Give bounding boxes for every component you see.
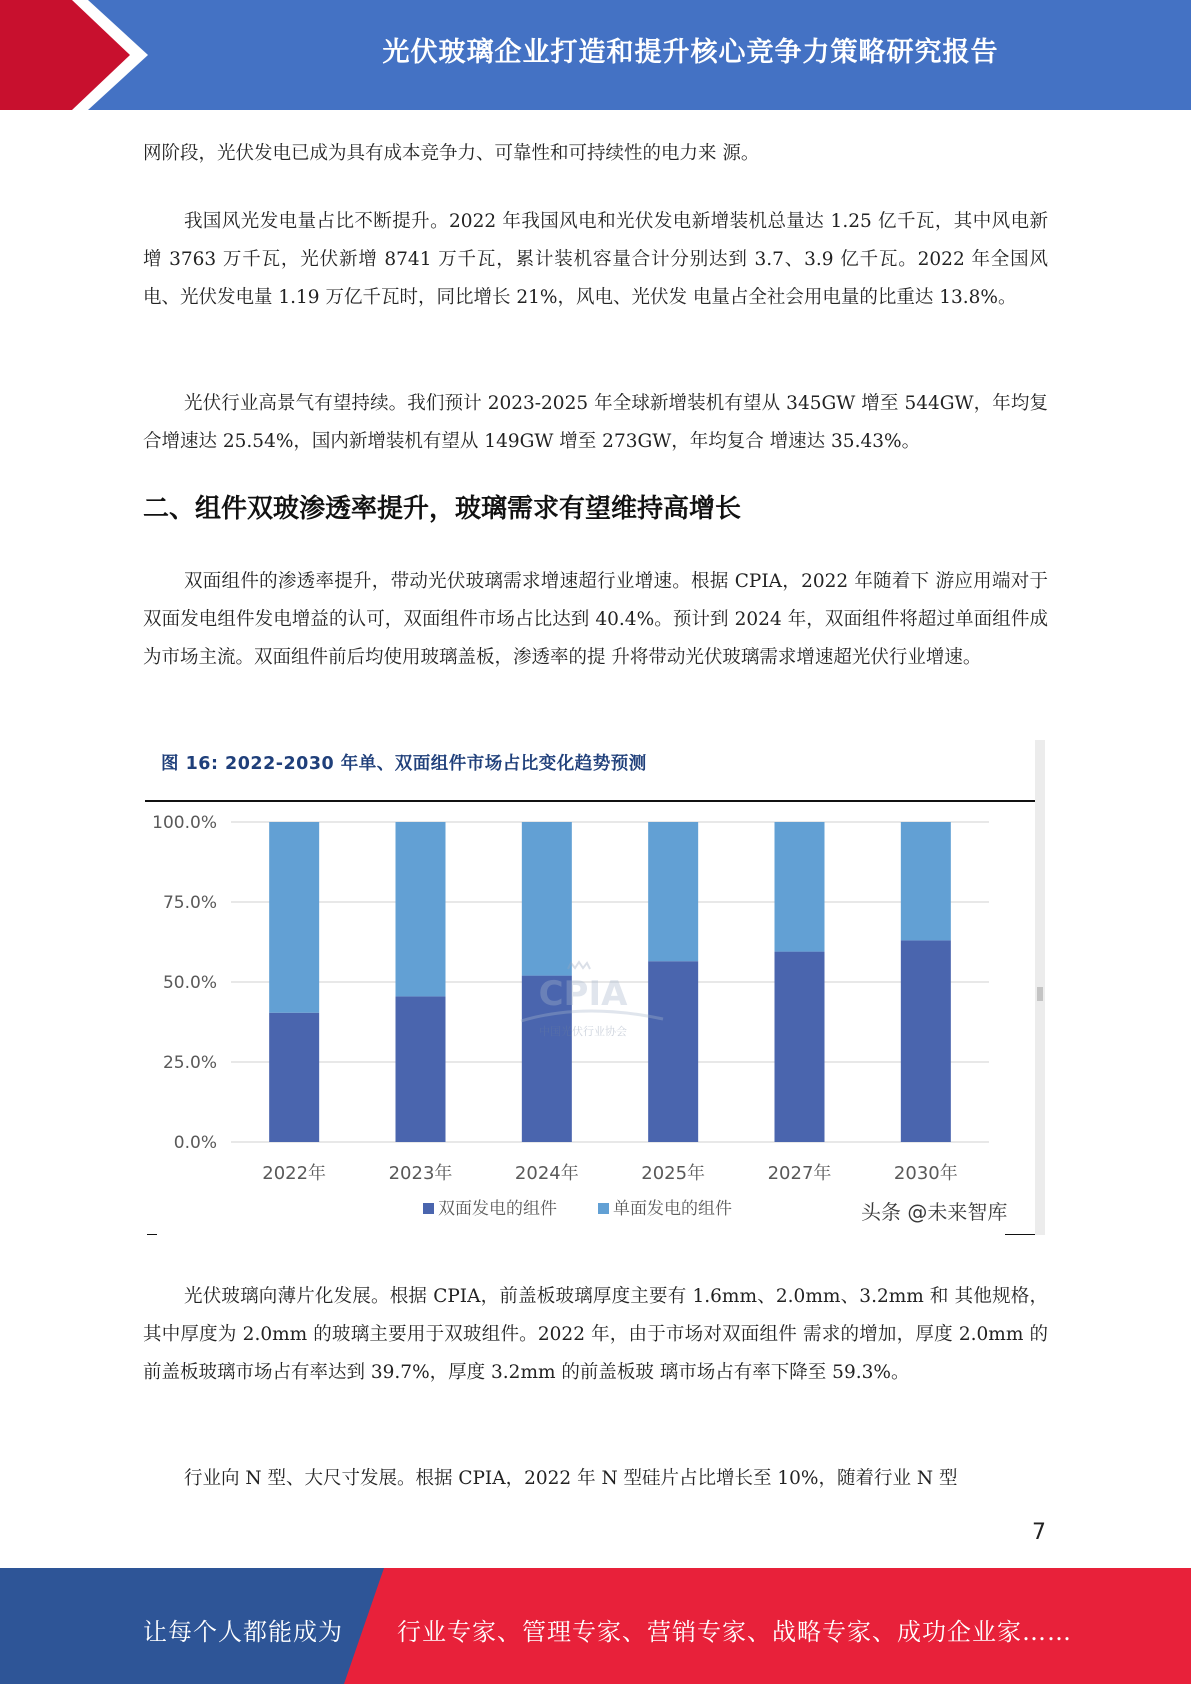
bar-segment-bifacial [775,952,825,1142]
paragraph-intro-continuation: 网阶段，光伏发电已成为具有成本竞争力、可靠性和可持续性的电力来 源。 [143,143,760,164]
watermark-org: 中国光伏行业协会 [539,1025,627,1038]
bar-segment-bifacial [396,996,446,1142]
paragraph-industry-outlook: 光伏行业高景气有望持续。我们预计 2023-2025 年全球新增装机有望从 345GW 增至 544GW，年均复合增速达 25.54%，国内新增装机有望从 149GW 增至 273GW，年均复合 增速达 35.43%。 [143,393,1048,452]
legend-swatch [423,1203,434,1214]
bar-segment-bifacial [901,940,951,1142]
figure-scrollbar-thumb[interactable] [1037,987,1043,1001]
legend-swatch [598,1203,609,1214]
stacked-bar-chart [143,802,1033,1232]
footer-slogan-right: 行业专家、管理专家、营销专家、战略专家、成功企业家…… [397,1618,1072,1646]
chart-legend [423,1199,732,1219]
legend-label: 单面发电的组件 [613,1199,732,1219]
y-tick-label: 75.0% [162,893,217,913]
figure-title: 图 16: 2022-2030 年单、双面组件市场占比变化趋势预测 [161,754,647,774]
x-tick-label: 2030年 [893,1163,958,1184]
y-tick-label: 0.0% [173,1133,217,1153]
bar-segment-monofacial [775,822,825,952]
page-number: 7 [1032,1520,1046,1545]
y-tick-label: 25.0% [162,1053,217,1073]
paragraph-glass-thinning: 光伏玻璃向薄片化发展。根据 CPIA，前盖板玻璃厚度主要有 1.6mm、2.0mm、3.2mm 和 其他规格，其中厚度为 2.0mm 的玻璃主要用于双玻组件。2022 年，由于市场对双面组件 需求的增加，厚度 2.0mm 的前盖板玻璃市场占有率达到 39.7%，厚度 3.2mm 的前盖板玻 璃市场占有率下降至 59.3%。 [143,1286,1048,1383]
bar-segment-bifacial [269,1013,319,1142]
paragraph-wind-solar-share: 我国风光发电量占比不断提升。2022 年我国风电和光伏发电新增装机总量达 1.25 亿千瓦，其中风电新增 3763 万千瓦，光伏新增 8741 万千瓦，累计装机容量合计分别达到 3.7、3.9 亿千瓦。2022 年全国风电、光伏发电量 1.19 万亿千瓦时，同比增长 21%，风电、光伏发 电量占全社会用电量的比重达 13.8%。 [143,211,1048,308]
figure-bottom-mark-left [147,1234,157,1235]
x-tick-label: 2027年 [767,1163,832,1184]
page-header [0,0,1191,110]
cpia-watermark [521,962,663,1038]
bar-segment-monofacial [648,822,698,961]
paragraph-n-type-trend: 行业向 N 型、大尺寸发展。根据 CPIA，2022 年 N 型硅片占比增长至 10%，随着行业 N 型 [184,1468,958,1489]
bar-segment-monofacial [901,822,951,940]
x-tick-label: 2023年 [388,1163,453,1184]
x-tick-label: 2022年 [262,1163,327,1184]
y-tick-label: 100.0% [152,813,217,833]
paragraph-bifacial-penetration: 双面组件的渗透率提升，带动光伏玻璃需求增速超行业增速。根据 CPIA，2022 年随着下 游应用端对于双面发电组件发电增益的认可，双面组件市场占比达到 40.4%。预计到 2024 年，双面组件将超过单面组件成为市场主流。双面组件前后均使用玻璃盖板，渗透率的提 升将带动光伏玻璃需求增速超光伏行业增速。 [143,571,1048,668]
bar-segment-monofacial [269,822,319,1013]
bar-segment-monofacial [522,822,572,976]
legend-label: 双面发电的组件 [438,1199,557,1219]
section-heading: 二、组件双玻渗透率提升，玻璃需求有望维持高增长 [143,494,742,524]
footer-slogan-left: 让每个人都能成为 [143,1618,343,1646]
report-title: 光伏玻璃企业打造和提升核心竞争力策略研究报告 [382,37,999,68]
watermark-logo: CPIA [538,974,628,1014]
figure-16 [143,740,1036,1240]
bar-segment-monofacial [396,822,446,996]
x-tick-label: 2024年 [514,1163,579,1184]
page-footer [0,1568,1191,1684]
y-tick-label: 50.0% [162,973,217,993]
bar-segment-bifacial [648,961,698,1142]
x-tick-label: 2025年 [641,1163,706,1184]
figure-credit: 头条 @未来智库 [861,1200,1008,1224]
figure-bottom-mark-right [1005,1234,1035,1235]
